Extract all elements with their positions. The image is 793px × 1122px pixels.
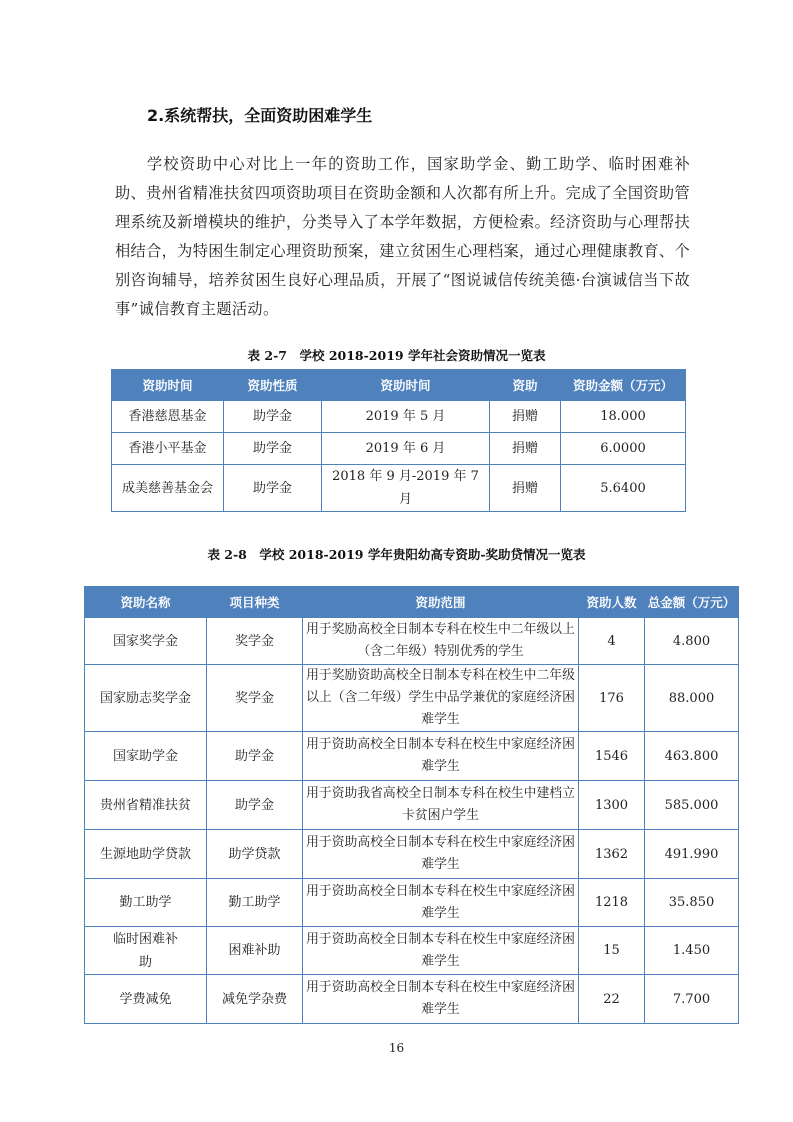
- table-cell: 捐赠: [490, 401, 561, 433]
- table-cell: 585.000: [645, 781, 739, 830]
- table-row: [85, 665, 739, 732]
- column-header: 资助范围: [303, 587, 579, 618]
- table-row: [85, 830, 739, 879]
- table-cell: 国家助学金: [85, 732, 207, 781]
- table2-caption: 表 2-8 学校 2018-2019 学年贵阳幼高专资助-奖助贷情况一览表: [207, 547, 586, 562]
- table-cell: 用于资助高校全日制本专科在校生中家庭经济困难学生: [303, 830, 579, 879]
- table-cell: 助学金: [224, 465, 322, 512]
- table-cell: 22: [579, 975, 645, 1024]
- table-row: [85, 975, 739, 1024]
- table1-caption: 表 2-7 学校 2018-2019 学年社会资助情况一览表: [247, 348, 546, 363]
- table-cell: 贵州省精准扶贫: [85, 781, 207, 830]
- table-row: [85, 732, 739, 781]
- table-cell: 勤工助学: [85, 879, 207, 927]
- table-cell: 香港小平基金: [112, 433, 224, 465]
- table-cell: 助学贷款: [207, 830, 303, 879]
- table-row: [85, 927, 739, 975]
- table-row: [112, 433, 686, 465]
- table-cell: 用于资助高校全日制本专科在校生中家庭经济困难学生: [303, 975, 579, 1024]
- table-cell: 用于奖励高校全日制本专科在校生中二年级以上（含二年级）特别优秀的学生: [303, 618, 579, 665]
- scholarship-table: [84, 586, 739, 1024]
- table-header-row: [112, 370, 686, 401]
- table-cell: 4: [579, 618, 645, 665]
- table-cell: 用于资助我省高校全日制本专科在校生中建档立卡贫困户学生: [303, 781, 579, 830]
- table-cell: 生源地助学贷款: [85, 830, 207, 879]
- table-cell: 491.990: [645, 830, 739, 879]
- table-cell: 临时困难补助: [85, 927, 207, 975]
- table-cell: 2019 年 6 月: [322, 433, 490, 465]
- table-cell: 助学金: [207, 781, 303, 830]
- table-cell: 捐赠: [490, 433, 561, 465]
- table-cell: 用于资助高校全日制本专科在校生中家庭经济困难学生: [303, 732, 579, 781]
- table-cell: 1218: [579, 879, 645, 927]
- table-cell: 6.0000: [561, 433, 686, 465]
- table-row: [112, 401, 686, 433]
- table-row: [85, 879, 739, 927]
- table-cell: 7.700: [645, 975, 739, 1024]
- table-cell: 88.000: [645, 665, 739, 732]
- table-cell: 2019 年 5 月: [322, 401, 490, 433]
- section-paragraph: 学校资助中心对比上一年的资助工作，国家助学金、勤工助学、临时困难补助、贵州省精准扶贫四项资助项目在资助金额和人次都有所上升。完成了全国资助管理系统及新增模块的维护，分类导入了本学年数据，方便检索。经济资助与心理帮扶相结合，为特困生制定心理资助预案，建立贫困生心理档案，通过心理健康教育、个别咨询辅导，培养贫困生良好心理品质，开展了“图说诚信传统美德·台演诚信当下故事”诚信教育主题活动。: [115, 155, 690, 318]
- table-cell: 助学金: [224, 433, 322, 465]
- column-header: 总金额（万元）: [645, 587, 739, 618]
- table-cell: 2018 年 9 月-2019 年 7 月: [322, 465, 490, 512]
- column-header: 资助时间: [112, 370, 224, 401]
- section-heading: 2.系统帮扶，全面资助困难学生: [147, 106, 373, 125]
- table-header-row: [85, 587, 739, 618]
- table-row: [85, 781, 739, 830]
- table-cell: 奖学金: [207, 618, 303, 665]
- table-cell: 成美慈善基金会: [112, 465, 224, 512]
- column-header: 项目种类: [207, 587, 303, 618]
- table-cell: 国家奖学金: [85, 618, 207, 665]
- page-number: 16: [388, 1041, 405, 1055]
- table-cell: 1362: [579, 830, 645, 879]
- table-cell: 用于奖励资助高校全日制本专科在校生中二年级以上（含二年级）学生中品学兼优的家庭经济困难学生: [303, 665, 579, 732]
- table-cell: 助学金: [207, 732, 303, 781]
- table-cell: 35.850: [645, 879, 739, 927]
- table-cell: 5.6400: [561, 465, 686, 512]
- table-cell: 4.800: [645, 618, 739, 665]
- table-cell: 香港慈恩基金: [112, 401, 224, 433]
- table-cell: 学费减免: [85, 975, 207, 1024]
- column-header: 资助金额（万元）: [561, 370, 686, 401]
- table-cell: 1.450: [645, 927, 739, 975]
- table-cell: 奖学金: [207, 665, 303, 732]
- table-cell: 用于资助高校全日制本专科在校生中家庭经济困难学生: [303, 879, 579, 927]
- table-cell: 18.000: [561, 401, 686, 433]
- social-aid-table: [111, 369, 686, 512]
- column-header: 资助名称: [85, 587, 207, 618]
- column-header: 资助人数: [579, 587, 645, 618]
- table-cell: 减免学杂费: [207, 975, 303, 1024]
- table-row: [112, 465, 686, 512]
- column-header: 资助时间: [322, 370, 490, 401]
- table-cell: 用于资助高校全日制本专科在校生中家庭经济困难学生: [303, 927, 579, 975]
- table-cell: 助学金: [224, 401, 322, 433]
- table-cell: 463.800: [645, 732, 739, 781]
- table-cell: 捐赠: [490, 465, 561, 512]
- table-cell: 15: [579, 927, 645, 975]
- table-cell: 国家励志奖学金: [85, 665, 207, 732]
- table-cell: 困难补助: [207, 927, 303, 975]
- table-row: [85, 618, 739, 665]
- table-cell: 勤工助学: [207, 879, 303, 927]
- table-cell: 1300: [579, 781, 645, 830]
- column-header: 资助性质: [224, 370, 322, 401]
- column-header: 资助: [490, 370, 561, 401]
- table-cell: 1546: [579, 732, 645, 781]
- table-cell: 176: [579, 665, 645, 732]
